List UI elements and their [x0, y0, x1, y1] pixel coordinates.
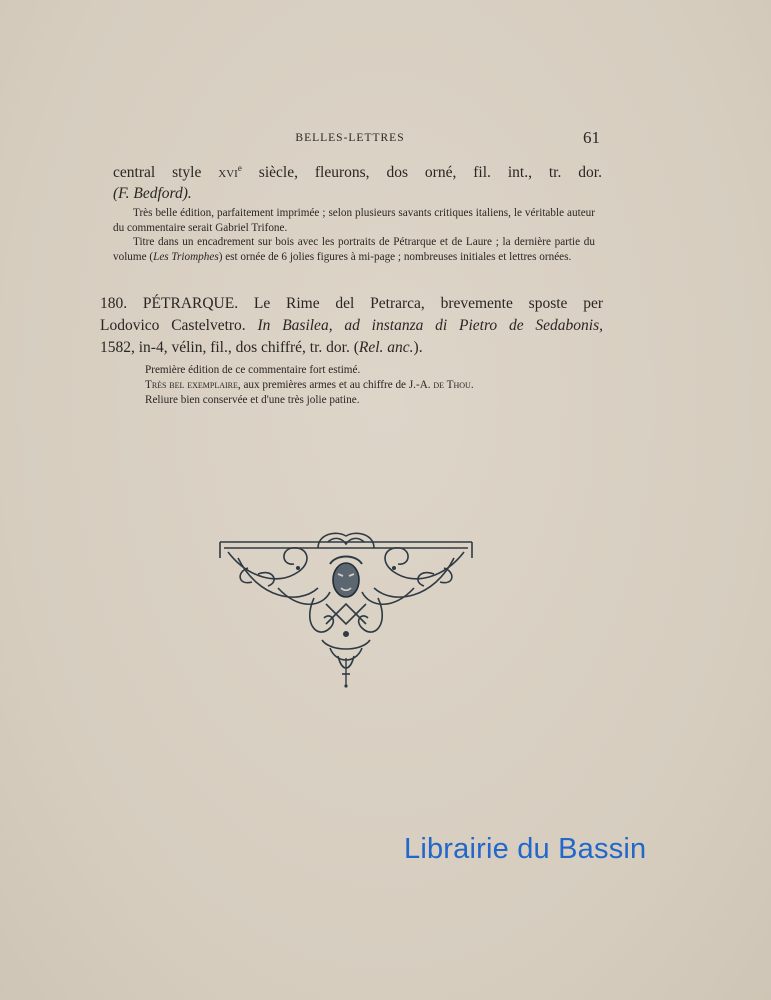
entry-author: PÉTRARQUE.	[142, 295, 239, 312]
notes-block-1	[113, 206, 595, 264]
catalogue-entry	[100, 293, 603, 359]
cul-de-lampe-mascaron-ornament-icon	[218, 528, 474, 688]
entry-line-1: 180. PÉTRARQUE. Le Rime del Petrarca, brevemente sposte per	[100, 295, 604, 312]
continuation-line-2: (F. Bedford).	[113, 185, 192, 203]
note-paragraph: Reliure bien conservée et d'une très jolie patine.	[145, 394, 360, 406]
bookseller-watermark: Librairie du Bassin	[404, 833, 647, 865]
running-title: BELLES-LETTRES	[295, 132, 405, 144]
page-number: 61	[583, 128, 600, 147]
note-paragraph: Très belle édition, parfaitement imprimée ; selon plusieurs savants critiques italiens, le véritable auteur du commentaire serait Gabriel Trifone.	[113, 207, 595, 234]
entry-number: 180.	[100, 295, 128, 312]
note-paragraph: Titre dans un encadrement sur bois avec les portraits de Pétrarque et de Laure ; la dernière partie du volume (Les Triomphes) est ornée de 6 jolies figures à mi-page ; nombreuses initiales et lettres ornées.	[113, 236, 595, 263]
entry-line-3: 1582, in-4, vélin, fil., dos chiffré, tr. dor. (Rel. anc.).	[100, 339, 423, 356]
page-header	[100, 128, 600, 152]
note-paragraph: Première édition de ce commentaire fort estimé.	[145, 364, 361, 376]
note-paragraph: Très bel exemplaire, aux premières armes et au chiffre de J.-A. de Thou.	[145, 379, 474, 391]
continuation-line-1: central style xvi$^e$ siècle, fleurons, dos orné, fil. int., tr. dor.	[113, 163, 602, 182]
notes-block-2	[145, 363, 595, 408]
entry-line-2: Lodovico Castelvetro. In Basilea, ad instanza di Pietro de Sedabonis,	[100, 317, 604, 334]
continuation-text	[113, 158, 602, 204]
